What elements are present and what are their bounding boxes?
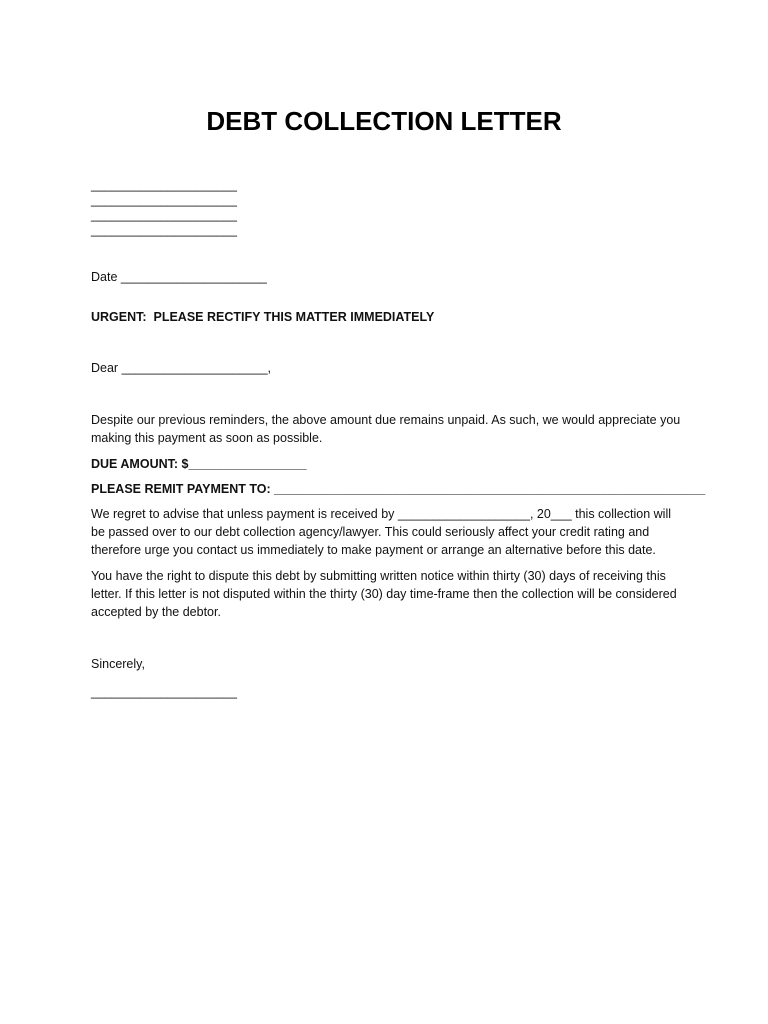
paragraph-reminder: Despite our previous reminders, the above amount due remains unpaid. As such, we would appreciate you making this payment as soon as possible. (91, 413, 681, 445)
paragraph-warning: We regret to advise that unless payment is received by ___________________, 20___ this collection will be passed over to our debt collection agency/lawyer. This could seriously affect your credit rating and therefore urge you contact us immediately to make payment or arrange an alternative before this date. (91, 507, 671, 557)
closing: Sincerely, (91, 657, 145, 671)
address-line-1: _____________________ (91, 178, 237, 192)
address-line-4: _____________________ (91, 223, 237, 237)
document-title: DEBT COLLECTION LETTER (206, 106, 562, 136)
due-amount-line: DUE AMOUNT: $_________________ (91, 457, 307, 471)
paragraph-dispute-rights: You have the right to dispute this debt by submitting written notice within thirty (30) days of receiving this letter. If this letter is not disputed within the thirty (30) day time-frame then the collection will be considered accepted by the debtor. (91, 569, 677, 619)
salutation: Dear _____________________, (91, 361, 272, 375)
address-line-3: _____________________ (91, 208, 237, 222)
date-line: Date _____________________ (91, 270, 267, 284)
address-line-2: _____________________ (91, 193, 237, 207)
remit-payment-line: PLEASE REMIT PAYMENT TO: ______________________________________________________________ (91, 482, 706, 496)
urgent-notice: URGENT: PLEASE RECTIFY THIS MATTER IMMEDIATELY (91, 310, 435, 324)
signature-line: _____________________ (91, 685, 237, 699)
